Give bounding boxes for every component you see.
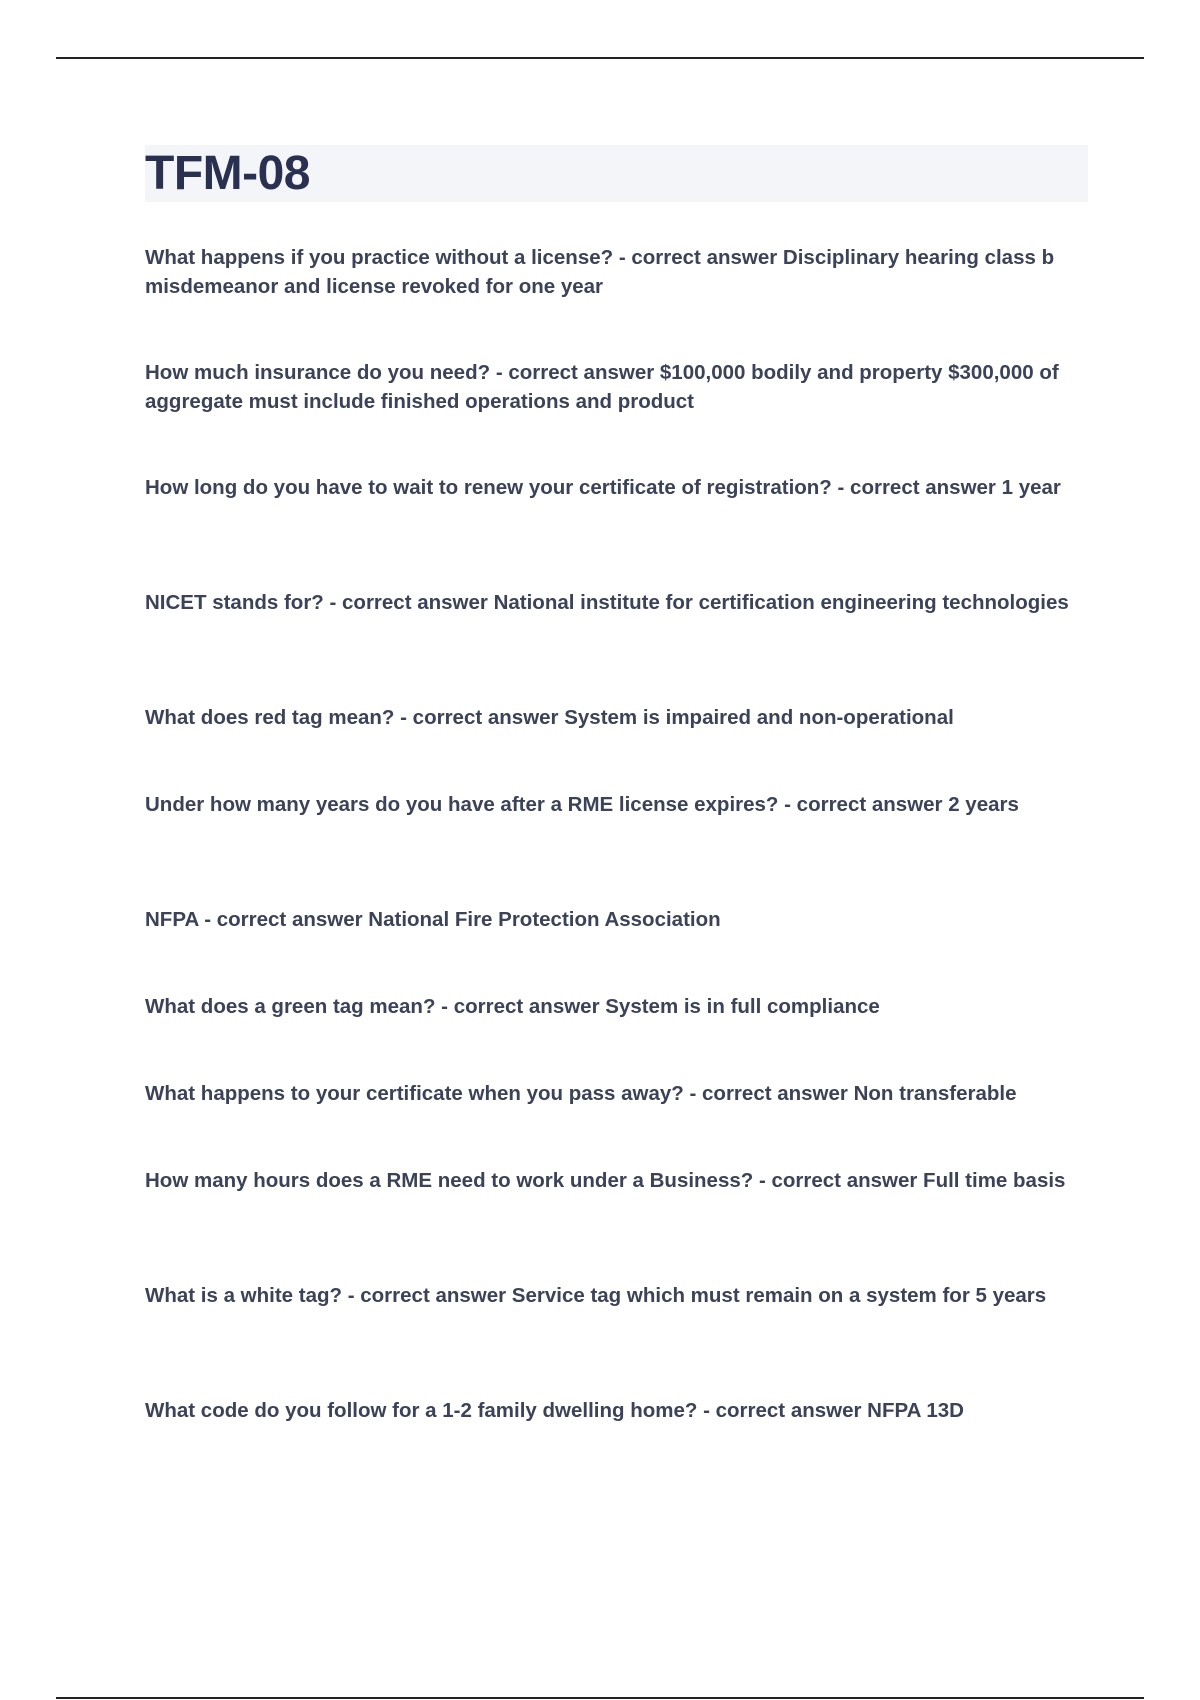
qa-item: What happens if you practice without a license? - correct answer Disciplinary hearing class b misdemeanor and license revoked for one year: [145, 246, 1055, 298]
qa-item: What is a white tag? - correct answer Service tag which must remain on a system for 5 years: [145, 1284, 1047, 1307]
qa-item: NFPA - correct answer National Fire Protection Association: [145, 908, 721, 931]
bottom-divider: [56, 1697, 1144, 1699]
qa-item: What does red tag mean? - correct answer System is impaired and non-operational: [145, 706, 954, 729]
qa-item: How many hours does a RME need to work under a Business? - correct answer Full time basis: [145, 1169, 1066, 1192]
qa-item: Under how many years do you have after a RME license expires? - correct answer 2 years: [145, 793, 1019, 816]
top-divider: [56, 57, 1144, 59]
qa-item: How long do you have to wait to renew your certificate of registration? - correct answer 1 year: [145, 476, 1061, 499]
qa-list: [145, 243, 1090, 1483]
qa-item: What does a green tag mean? - correct answer System is in full compliance: [145, 995, 880, 1018]
title-banner: [145, 145, 1088, 202]
qa-item: What happens to your certificate when you pass away? - correct answer Non transferable: [145, 1082, 1017, 1105]
page-title: TFM-08: [145, 147, 310, 200]
qa-item: What code do you follow for a 1-2 family dwelling home? - correct answer NFPA 13D: [145, 1399, 964, 1422]
qa-item: NICET stands for? - correct answer National institute for certification engineering technologies: [145, 591, 1069, 614]
qa-item: How much insurance do you need? - correct answer $100,000 bodily and property $300,000 of aggregate must include finished operations and product: [145, 361, 1059, 413]
